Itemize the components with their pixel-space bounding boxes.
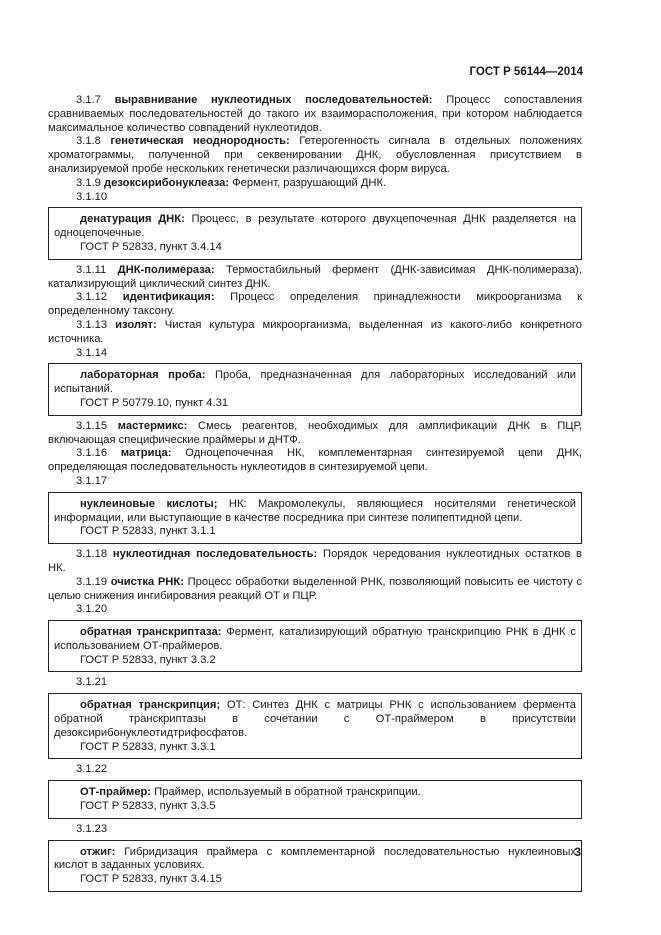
term-source: ГОСТ Р 52833, пункт 3.3.5 xyxy=(80,800,216,813)
term-definition: лабораторная проба: Проба, предназначенная для лабораторных исследований или испытаний. xyxy=(54,369,576,396)
term-number: 3.1.10 xyxy=(76,190,108,203)
term-source: ГОСТ Р 52833, пункт 3.4.15 xyxy=(80,873,222,886)
term-number: 3.1.23 xyxy=(76,822,108,835)
term-source: ГОСТ Р 52833, пункт 3.3.2 xyxy=(80,653,216,666)
term-definition: обратная транскрипция; ОТ: Синтез ДНК с матрицы РНК с использованием фермента обратной транскриптазы в сочетании с ОТ-праймером в присутствии дезоксирибонуклеотидтрифосфатов. xyxy=(54,699,576,739)
term-definition-box xyxy=(48,492,582,544)
term-definition-box xyxy=(48,620,582,672)
term-definition: обратная транскриптаза: Фермент, катализирующий обратную транскрипцию РНК в ДНК с использованием ОТ-праймеров. xyxy=(54,626,576,652)
terms-section xyxy=(48,94,582,896)
term-number: 3.1.14 xyxy=(76,346,108,359)
term-source: ГОСТ Р 52833, пункт 3.1.1 xyxy=(80,525,216,538)
term-definition-box xyxy=(48,693,582,759)
term-entry: 3.1.18 нуклеотидная последовательность: Порядок чередования нуклеотидных остатков в НК. xyxy=(48,548,582,574)
page-number: 3 xyxy=(574,845,581,859)
term-definition: ОТ-праймер: Праймер, используемый в обратной транскрипции. xyxy=(80,786,421,799)
term-definition-box xyxy=(48,840,582,892)
term-entry: 3.1.9 дезоксирибонуклеаза: Фермент, разрушающий ДНК. xyxy=(76,176,387,189)
document-code: ГОСТ Р 56144—2014 xyxy=(469,66,583,78)
term-definition-box xyxy=(48,363,582,415)
term-entry: 3.1.8 генетическая неоднородность: Гетерогенность сигнала в отдельных положениях хроматограммы, полученной при секвенировании ДНК, обусловленная присутствием в анализируемой пробе нескольких генетически различающихся форм вируса. xyxy=(48,135,583,175)
term-entry: 3.1.11 ДНК-полимераза: Термостабильный фермент (ДНК-зависимая ДНК-полимераза), катализирующий циклический синтез ДНК. xyxy=(48,263,583,290)
term-source: ГОСТ Р 52833, пункт 3.4.14 xyxy=(80,240,222,253)
term-entry: 3.1.12 идентификация: Процесс определения принадлежности микроорганизма к определенному таксону. xyxy=(48,291,583,318)
term-entry: 3.1.16 матрица: Одноцепочечная НК, комплементарная синтезируемой цепи ДНК, определяющая последовательность нуклеотидов в синтезируемой цепи. xyxy=(48,447,583,474)
term-source: ГОСТ Р 52833, пункт 3.3.1 xyxy=(80,740,216,753)
term-number: 3.1.20 xyxy=(76,603,108,616)
term-definition: отжиг: Гибридизация праймера с комплементарной последовательностью нуклеиновых кислот в заданных условиях. xyxy=(54,845,577,872)
term-definition: денатурация ДНК: Процесс, в результате которого двухцепочечная ДНК разделяется на одноцепочечные. xyxy=(54,213,576,240)
term-entry: 3.1.13 изолят: Чистая культура микроорганизма, выделенная из какого-либо конкретного источника. xyxy=(48,318,582,345)
term-number: 3.1.21 xyxy=(76,676,108,689)
term-entry: 3.1.15 мастермикс: Смесь реагентов, необходимых для амплификации ДНК в ПЦР, включающая специфические праймеры и дНТФ. xyxy=(48,419,583,446)
term-definition-box xyxy=(48,207,582,259)
term-definition-box xyxy=(48,780,582,819)
term-entry: 3.1.19 очистка РНК: Процесс обработки выделенной РНК, позволяющий повысить ее чистоту с целью снижения ингибирования реакций ОТ и ПЦР. xyxy=(48,575,583,602)
term-number: 3.1.22 xyxy=(76,763,108,776)
term-entry: 3.1.7 выравнивание нуклеотидных последовательностей: Процесс сопоставления сравниваемых последовательностей до такого их взаиморасположения, при котором наблюдается максимальное количество совпадений нуклеотидов. xyxy=(48,94,583,134)
term-number: 3.1.17 xyxy=(76,474,108,487)
term-definition: нуклеиновые кислоты; НК: Макромолекулы, являющиеся носителями генетической информации, или выступающие в качестве посредника при синтезе полипептидной цепи. xyxy=(54,497,576,524)
term-source: ГОСТ Р 50779.10, пункт 4.31 xyxy=(80,396,229,409)
